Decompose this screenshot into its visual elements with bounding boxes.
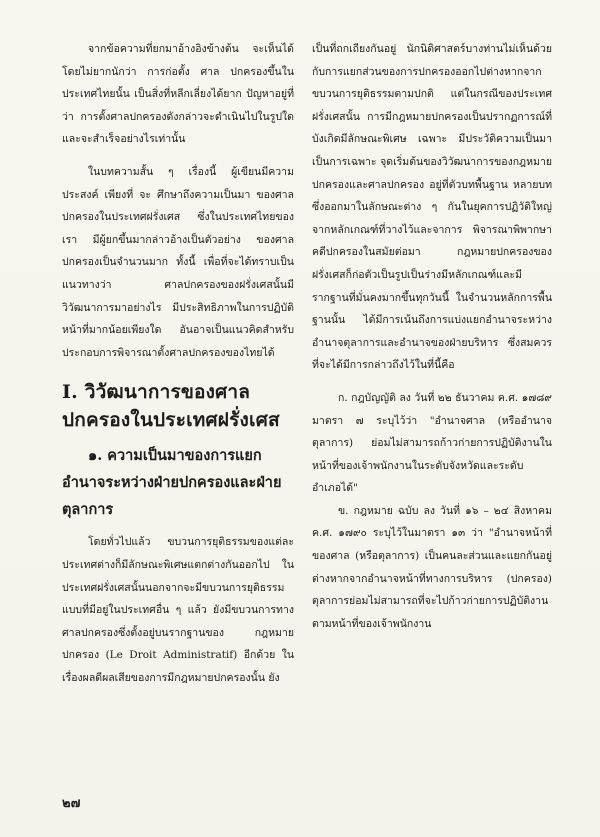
sub-heading: ๑. ความเป็นมาของการแยกอำนาจระหว่างฝ่ายปกครองและฝ่ายตุลาการ (62, 447, 282, 519)
law-item-b: ข. กฎหมาย ฉบับ ลง วันที่ ๑๖ – ๒๔ สิงหาคม ค.ศ. ๑๗๙๐ ระบุไว้ในมาตรา ๑๓ ว่า "อำนาจหน้าที่ของศาล (หรือตุลาการ) เป็นคนละส่วนและแยกกันอยู่ต่างหากจากอำนาจหน้าที่ทางการบริหาร (ปกครอง) ตุลาการย่อมไม่สามารถที่จะไปก้าวก่ายการปฏิบัติงานตามหน้าที่ของเจ้าพนักงาน (312, 504, 552, 630)
continuation-paragraph: เป็นที่ถกเถียงกันอยู่ นักนิติศาสตร์บางท่านไม่เห็นด้วยกับการแยกส่วนของการปกครองออกไปต่างหากจากขบวนการยุติธรรมตามปกติ แต่ในกรณีของประเทศฝรั่งเศสนั้น การมีกฎหมายปกครองเป็นปรากฏการณ์ที่บังเกิดมีลักษณะพิเศษ เฉพาะ มีประวัติความเป็นมาเป็นการเฉพาะ จุดเริ่มต้นของวิวัฒนาการของกฎหมายปกครองและศาลปกครอง อยู่ที่ตัวบทพื้นฐาน หลายบทซึ่งออกมาในลักษณะต่าง ๆ กันในยุคการปฏิวัติใหญ่ จากหลักเกณฑ์ที่วางไว้และจาการ พิจารณาพิพากษาคดีปกครองในสมัยต่อมา กฎหมายปกครองของฝรั่งเศสก็ก่อตัวเป็นรูปเป็นร่างมีหลักเกณฑ์และมีรากฐานที่มั่นคงมากขึ้นทุกวันนี้ ในจำนวนหลักการพื้นฐานนั้น ได้มีการเน้นถึงการแบ่งแยกอำนาจระหว่างอำนาจตุลาการและอำนาจของฝ่ายบริหาร ซึ่งสมควรที่จะได้มีการกล่าวถึงไว้ในที่นี้คือ (312, 43, 552, 372)
section-heading: I. วิวัฒนาการของศาลปกครองในประเทศฝรั่งเศส (62, 381, 280, 432)
page-number: ๒๗ (62, 796, 81, 811)
right-column (312, 38, 552, 635)
intro-paragraph: จากข้อความที่ยกมาอ้างอิงข้างต้น จะเห็นได้โดยไม่ยากนักว่า การก่อตั้ง ศาล ปกครองขึ้นในประเทศไทยนั้น เป็นสิ่งที่หลีกเลี่ยงได้ยาก ปัญหาอยู่ที่ว่า การตั้งศาลปกครองดังกล่าวจะดำเนินไปในรูปใดและจะสำเร็จอย่างไรเท่านั้น (62, 43, 294, 146)
justice-system-paragraph: โดยทั่วไปแล้ว ขบวนการยุติธรรมของแต่ละประเทศต่างก็มีลักษณะพิเศษแตกต่างกันออกไป ในประเทศฝรั่งเศสนั้นนอกจากจะมีขบวนการยุติธรรมแบบที่มีอยู่ในประเทศอื่น ๆ แล้ว ยังมีขบวนการทางศาลปกครองซึ่งตั้งอยู่บนรากฐานของ กฎหมายปกครอง (Le Droit Administratif) อีกด้วย ในเรื่องผลดีผลเสียของการมีกฎหมายปกครองนั้น ยัง (62, 536, 294, 684)
left-column (62, 38, 294, 689)
purpose-paragraph: ในบทความสั้น ๆ เรื่องนี้ ผู้เขียนมีความประสงค์ เพียงที่ จะ ศึกษาถึงความเป็นมา ของศาลปกครองในประเทศฝรั่งเศส ซึ่งในประเทศไทยของเรา มีผู้ยกขึ้นมากล่าวอ้างเป็นตัวอย่าง ของศาลปกครองเป็นจำนวนมาก ทั้งนี้ เพื่อที่จะได้ทราบเป็นแนวทางว่า ศาลปกครองของฝรั่งเศสนั้นมีวิวัฒนาการมาอย่างไร มีประสิทธิภาพในการปฏิบัติหน้าที่มากน้อยเพียงใด อันอาจเป็นแนวคิดสำหรับประกอบการพิจารณาตั้งศาลปกครองของไทยได้ (62, 165, 294, 359)
decree-item-a: ก. กฎบัญญัติ ลง วันที่ ๒๒ ธันวาคม ค.ศ. ๑๗๘๙ มาตรา ๗ ระบุไว้ว่า "อำนาจศาล (หรืออำนาจตุลาการ) ย่อมไม่สามารถก้าวก่ายการปฏิบัติงานในหน้าที่ของเจ้าพนักงานในระดับจังหวัดและระดับอำเภอได้" (312, 391, 552, 495)
